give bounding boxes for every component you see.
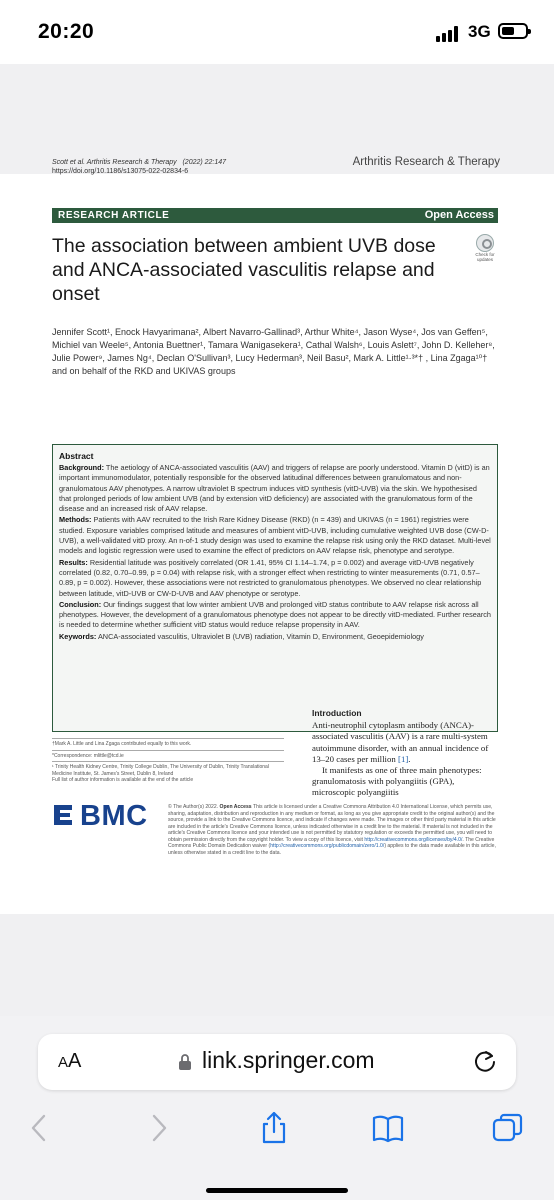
check-updates-icon bbox=[476, 234, 494, 252]
back-icon[interactable] bbox=[22, 1110, 58, 1146]
journal-name: Arthritis Research & Therapy bbox=[352, 156, 500, 168]
reference-link[interactable]: [1] bbox=[398, 753, 409, 764]
bmc-logo bbox=[52, 800, 162, 830]
reload-icon[interactable] bbox=[472, 1048, 498, 1074]
citation-year: (2022) 22:147 bbox=[182, 159, 227, 166]
footnote-correspondence[interactable]: *Correspondence: mlittle@tcd.ie bbox=[52, 750, 284, 762]
citation-doi[interactable]: https://doi.org/10.1186/s13075-022-02834-6 bbox=[52, 168, 189, 175]
bottom-toolbar bbox=[0, 1104, 554, 1154]
citation-header bbox=[52, 158, 226, 176]
introduction-heading: Introduction bbox=[312, 708, 362, 718]
citation-journal: Scott et al. Arthritis Research & Therapy bbox=[52, 159, 177, 166]
introduction-section bbox=[312, 708, 498, 799]
check-for-updates-badge[interactable] bbox=[472, 234, 498, 264]
home-indicator[interactable] bbox=[206, 1188, 348, 1193]
address-bar[interactable] bbox=[38, 1034, 516, 1090]
browser-chrome bbox=[0, 1016, 554, 1200]
lock-icon bbox=[178, 1053, 192, 1071]
article-type: RESEARCH ARTICLE bbox=[58, 210, 170, 221]
article-type-bar bbox=[52, 208, 498, 223]
battery-icon bbox=[498, 23, 528, 39]
web-viewport[interactable] bbox=[0, 64, 554, 1016]
signal-strength-icon bbox=[436, 26, 462, 42]
forward-icon[interactable] bbox=[140, 1110, 176, 1146]
introduction-paragraph-2: It manifests as one of three main phenotypes: granulomatosis with polyangiitis (GPA), microscopic polyangiitis bbox=[312, 765, 482, 798]
license-link-cc-by[interactable]: http://creativecommons.org/licenses/by/4.0/ bbox=[364, 836, 463, 843]
url-text[interactable]: link.springer.com bbox=[202, 1047, 375, 1073]
bmc-mark-icon bbox=[52, 803, 74, 827]
abstract-methods: Methods: Patients with AAV recruited to the Irish Rare Kidney Disease (RKD) (n = 439) and UKIVAS (n = 1961) registries were studied. Exposure variables comprised latitude and measures of ambient vitD-UVB, including cumulative weighted UVB dose (CW-D-UVB), a well-validated vitD proxy. An n-of-1 study design was used to examine the relapse risk using only the RKD dataset. Multi-level models and logistic regression were used to examine the effect of predictors on AAV relapse risk, phenotype and serotype. bbox=[59, 515, 491, 556]
introduction-paragraph-1: Anti-neutrophil cytoplasm antibody (ANCA)-associated vasculitis (AAV) is a rare multi-system autoimmune disorder, with an annual incidence of 13–20 cases per million [1]. bbox=[312, 720, 489, 764]
license-link-cc0[interactable]: http://creativecommons.org/publicdomain/zero/1.0/ bbox=[270, 843, 385, 849]
abstract-background: Background: The aetiology of ANCA-associated vasculitis (AAV) and triggers of relapse are poorly understood. Vitamin D (vitD) is an important immunomodulator, potentially responsible for the observed latitudinal differences between granulomatous and non-granulomatous AAV phenotypes. A narrow ultraviolet B spectrum induces vitD synthesis (vitD-UVB) via the skin. We hypothesised that prolonged periods of low ambient UVB (and by extension vitD deficiency) are associated with the granulomatous form of the disease and an increased risk of AAV relapse. bbox=[59, 463, 490, 514]
abstract-conclusion: Conclusion: Our findings suggest that low winter ambient UVB and prolonged vitD status contribute to AAV relapse risk across all phenotypes. However, the development of a granulomatous phenotype does not appear to be directly vitD-mediated. Further research is needed to determine whether sufficient vitD status would reduce relapse propensity in AAV. bbox=[59, 599, 491, 630]
footnote-affiliation: ¹ Trinity Health Kidney Centre, Trinity College Dublin, The University of Dublin, Trinity Translational Medicine Institute, St. James's Street, Dublin 8, Ireland Full list of author information is available at the end of the article bbox=[52, 761, 284, 786]
share-icon[interactable] bbox=[256, 1110, 292, 1146]
status-time: 20:20 bbox=[38, 20, 95, 43]
bookmarks-icon[interactable] bbox=[370, 1110, 406, 1146]
abstract-box bbox=[52, 444, 498, 732]
footnote-equal-contribution: †Mark A. Little and Lina Zgaga contributed equally to this work. bbox=[52, 738, 284, 750]
open-access-label: Open Access bbox=[424, 209, 494, 221]
license-text: © The Author(s) 2022. Open Access This article is licensed under a Creative Commons Attribution 4.0 International License, which permits use, sharing, adaptation, distribution and reproduction in any medium or format, as long as you give appropriate credit to the original author(s) and the source, provide a link to the Creative Commons licence, and indicate if changes were made. The images or other third party material in this article are included in the article's Creative Commons licence, unless indicated otherwise in a credit line to the material. If material is not included in the article's Creative Commons licence and your intended use is not permitted by statutory regulation or exceeds the permitted use, you will need to obtain permission directly from the copyright holder. To view a copy of this licence, visit http://creativecommons.org/licenses/by/4.0/. The Creative Commons Public Domain Dedication waiver (http://creativecommons.org/publicdomain/zero/1.0/) applies to the data made available in this article, unless otherwise stated in a credit line to the data. bbox=[168, 804, 496, 856]
author-list: Jennifer Scott¹, Enock Havyarimana², Albert Navarro-Gallinad³, Arthur White⁴, Jason Wyse⁴, Jos van Geffen⁵, Michiel van Weele⁵, Antonia Buettner¹, Tamara Wanigasekera¹, Cathal Walsh⁶, Louis Aslett⁷, John D. Kelleher⁸, Julie Power⁹, James Ng⁴, Declan O'Sullivan³, Lucy Hederman³, Neil Basu², Mark A. Little¹·³*† , Lina Zgaga¹⁰† and on behalf of the RKD and UKIVAS groups bbox=[52, 327, 495, 376]
article-title: The association between ambient UVB dose and ANCA-associated vasculitis relapse and onset bbox=[52, 235, 436, 305]
reader-settings-button[interactable]: AA bbox=[58, 1050, 82, 1072]
status-bar bbox=[0, 0, 554, 64]
bmc-wordmark: BMC bbox=[80, 800, 148, 832]
abstract-heading: Abstract bbox=[59, 451, 94, 461]
tabs-icon[interactable] bbox=[490, 1110, 526, 1146]
abstract-keywords: Keywords: ANCA-associated vasculitis, Ultraviolet B (UVB) radiation, Vitamin D, Environment, Geoepidemiology bbox=[59, 631, 424, 641]
footnotes bbox=[52, 738, 284, 786]
network-type: 3G bbox=[468, 22, 491, 41]
check-updates-label: Check for updates bbox=[475, 252, 495, 262]
abstract-results: Results: Residential latitude was positively correlated (OR 1.41, 95% CI 1.14–1.74, p = 0.002) and average vitD-UVB negatively correlated (0.82, 0.70–0.99, p = 0.04) with relapse risk, with a stronger effect when restricting to winter measurements (0.71, 0.57–0.89, p = 0.002). However, these associations were not restricted to granulomatous phenotypes. We observed no clear relationship between latitude, vitD-UVB or CW-D-UVB and AAV phenotype or serotype. bbox=[59, 557, 482, 598]
